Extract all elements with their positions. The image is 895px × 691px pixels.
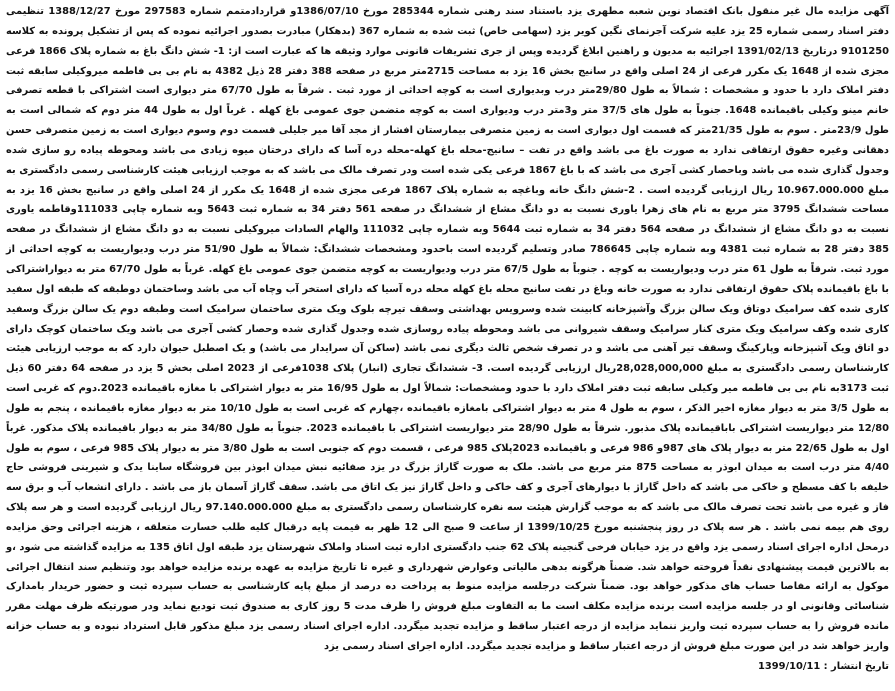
auction-notice (6, 2, 889, 688)
publication-date: تاریخ انتشار : 1399/10/11 (758, 660, 889, 672)
notice-body: آگهی مزایده مال غیر منقول بانک اقتصاد نوین شعبه مطهری یزد باستناد سند رهنی شماره 285344 مورخ 1386/07/10و قراردادمتمم شماره 297583 مورخ 1388/12/27 تنظیمی دفتر اسناد رسمی شماره 25 یزد علیه شرکت آجرنمای نگین کویر یزد (سهامی خاص) ثبت شده به شماره 367 (بدهکار) مبادرت بصدور اجرائیه نموده که پس از تشکیل پرونده به کلاسه 9101250 درتاریخ 1391/02/13 اجرائیه به مدیون و راهنین ابلاغ گردیده وپس از جری تشریفات قانونی موارد وثیقه ها که عبارت است از: 1- شش دانگ باغ به شماره پلاک 1866 فرعی مجزی شده از 1648 یک مکرر فرعی از 24 اصلی واقع در سانیج بخش 16 یزد به مساحت 2715متر مربع در صفحه 388 دفتر 28 ذیل 4382 به نام بی بی فاطمه میروکیلی سابقه ثبت دفتر املاک دارد با حدود و مشخصات : شمالاً به طول 29/80متر درب وبدیواری است به کوچه احداثی از مورد ثبت . شرقاً به طول 67/70 متر دیواری است اشتراکی با قطعه تصرفی خانم مینو وکیلی باقیمانده 1648. جنوباً به طول های 37/5 متر و3متر درب ودیواری است به کوچه متضمن جوی عمومی باغ کهله . غرباً اول به طول 44 متر دوم که شمالی است به طول 23/9متر . سوم به طول 21/35متر که قسمت اول دیواری است به زمین متصرفی بیمارستان افشار از مجد آقا میر جلیلی قسمت دوم وسوم دیواری است به زمین متصرفی حسن دهقانی وغیره حقوق ارتفاقی ندارد به صورت باغ می باشد واقع در تفت – سانیج-محله باغ کهله-محله دره آسا که دارای درختان میوه زیادی می باشد ومحوطه پیاده رو سازی شده وجدول گذاری شده می باشد وباحصار کشی آجری می باشد که با باغ 1867 فرعی یکی شده است ودر تصرف مالک می باشد که به موجب ارزیابی هیئت کارشناسی رسمی دادگستری به مبلغ 10.967.000.000 ریال ارزیابی گردیده است . 2-شش دانگ خانه وباغچه به شماره پلاک 1867 فرعی مجزی شده از 1648 یک مکرر از 24 اصلی واقع در سانیج بخش 16 یزد به مساحت ششدانگ 3795 متر مربع به نام های زهرا یاوری نسبت به دو دانگ مشاع از ششدانگ در صفحه 561 دفتر 34 به شماره ثبت 5643 وبه شماره چاپی 111033وقاطمه یاوری نسبت به دو دانگ مشاع از ششدانگ در صفحه 564 دفتر 34 به شماره ثبت 5644 وبه شماره چاپی 111032 والهام السادات میروکیلی نسبت به دو دانگ مشاع از ششدانگ در صفحه 385 دفتر 28 به شماره ثبت 4381 وبه شماره چاپی 786645 صادر وتسلیم گردیده است باحدود ومشخصات ششدانگ: شمالاً به طول 51/90 متر درب ودیواریست به کوچه احداثی از مورد ثبت. شرقاً به طول 61 متر درب ودیواریست به کوچه . جنوباً به طول 67/5 متر درب ودیواریست به کوچه متضمن جوی عمومی باغ کهله. غرباً به طول 67/70 متر به دیواراشتراکی با باغ باقیمانده پلاک حقوق ارتفاقی ندارد به صورت خانه وباغ در تفت سانیج محله باغ کهله محله دره آسیا که دارای استخر آب وچاه آب می باشد وساختمان دوطبقه که طبقه اول سفید کاری شده کف سرامیک دوتاق ویک سالن بزرگ وآشپزخانه کابینت شده وسرویس بهداشتی وسقف تیرچه بلوک ویک متری ساختمان سرامیک است وطبقه دوم یک سالن بزرگ وسفید کاری شده وکف سرامیک ویک متری کنار سرامیک وسقف شیروانی می باشد ومحوطه پیاده روسازی شده وجدول گذاری شده وحصار کشی آجری می باشد ویک ساختمان کوچک دارای دو اتاق ویک آشپزخانه وپارکینگ وسقف تیر آهنی می باشد و در تصرف شخص ثالث دیگری نمی باشد (ساکن آن سرایدار می باشد) و یک اصطبل حیوان دارد که به موجب ارزیابی هیئت کارشناسان رسمی دادگستری به مبلغ 28,028,000,000ریال ارزیابی گردیده است. 3- ششدانگ تجاری (انبار) پلاک 1038فرعی از 2023 اصلی بخش 5 یزد در صفحه 64 دفتر 60 ذیل ثبت 3173به نام بی بی فاطمه میر وکیلی سابقه ثبت دفتر املاک دارد با حدود ومشخصات: شمالاً اول به طول 16/95 متر به دیوار اشتراکی با مغازه باقیمانده 2023.دوم که غربی است به طول 3/5 متر به دیوار مغازه اخیر الذکر ، سوم به طول 4 متر به دیوار اشتراکی بامغازه باقیمانده ،چهارم که غربی است به طول 10/10 متر به دیوار مغازه باقیمانده ، پنجم به طول 12/80 متر دیواریست اشتراکی باباقیمانده پلاک مذبور. شرقاً به طول 28/90 متر دیواریست اشتراکی با باقیمانده 2023. جنوباً به طول 34/80 متر به دیوار باقیمانده پلاک مذکور. غرباً اول به طول 22/65 متر به دیوار پلاک های 987و 986 فرعی و باقیمانده 2023پلاک 985 فرعی ، قسمت دوم که جنوبی است به طول 3/80 متر به دیوار پلاک 985 فرعی ، سوم به طول 4/40 متر درب است به میدان ابوذر به مساحت 875 متر مربع می باشد. ملک به صورت گاراژ بزرگ در یزد صفائیه نبش میدان ابوذر بین فروشگاه ساینا یدک و شیرینی فروشی حاج خلیفه با کف مسطح و خاکی می باشد که داخل گاراژ با دیوارهای آجری و کف خاکی و داخل گاراژ نیز یک اتاق می باشد. سقف گاراژ آسمان باز می باشد . دارای انشعاب آب و برق سه فاز و غیره می باشد تحت تصرف مالک می باشد که به موجب گزارش هیئت سه نفره کارشناسان رسمی دادگستری به مبلغ 97.140.000.000 ریال ارزیابی گردیده است و هر سه پلاک روی هم بیمه نمی باشد . هر سه پلاک در روز پنجشنبه مورخ 1399/10/25 از ساعت 9 صبح الی 12 ظهر به قیمت پایه درقبال کلیه طلب خسارت متعلقه ، هزینه اجرائی وحق مزایده درمحل اداره اجرای اسناد رسمی یزد واقع در یزد خیابان فرخی گنجینه پلاک 62 جنب دادگستری اداره ثبت اسناد واملاک شهرستان یزد طبقه اول اتاق 135 به مزایده گذاشته می شود ،و به بالاترین قیمت پیشنهادی نقداً فروخته خواهد شد. ضمناً هرگونه بدهی مالیاتی وعوارض شهرداری و غیره تا تاریخ مزایده به عهده برنده مزایده خواهد بود وتنظیم سند انتقال اجرائی موکول به ارائه مفاصا حساب های مذکور خواهد بود. ضمناً شرکت درجلسه مزایده منوط به پرداخت ده درصد از مبلغ پایه کارشناسی به حساب سپرده ثبت و حضور خریدار بامدارک شناسائی وقانونی او در جلسه مزایده است برنده مزایده مکلف است ما به التفاوت مبلغ فروش را ظرف مدت 5 روز کاری به صندوق ثبت تودیع نماید ودر صورتیکه ظرف مهلت مقرر مانده فروش را به حساب سپرده ثبت واریز ننماید مزایده از درجه اعتبار ساقط و مزایده تجدید میگردد. اداره اجرای اسناد رسمی یزد مبلغ مذکور قابل استرداد نبوده و به حساب خزانه واریز خواهد شد در این صورت مبلغ فروش از درجه اعتبار ساقط و مزایده تجدید میگردد. اداره اجرای اسناد رسمی یزد (6, 6, 890, 652)
